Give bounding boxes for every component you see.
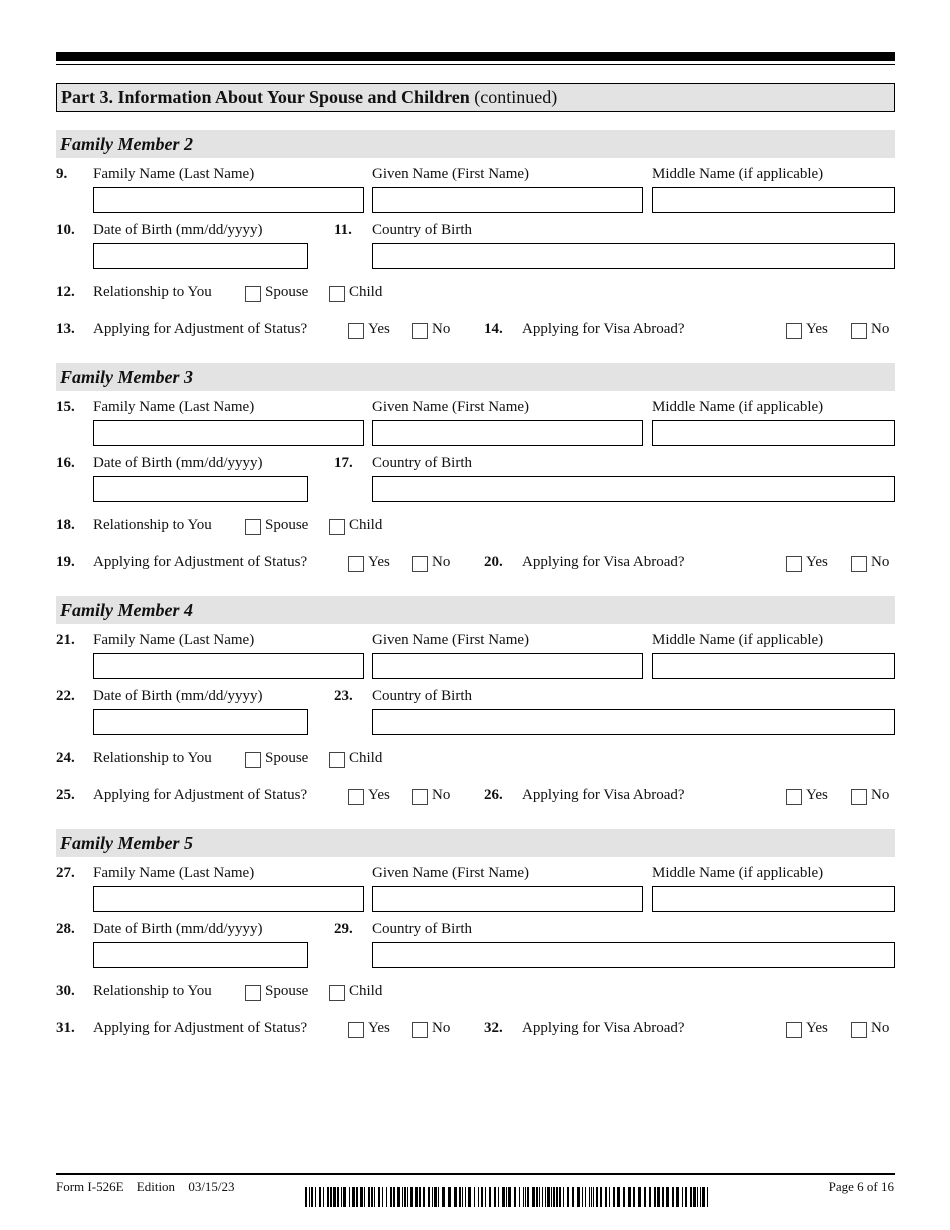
visa-no-label: No: [871, 1020, 890, 1036]
child-checkbox[interactable]: [329, 752, 345, 768]
visa-yes-checkbox[interactable]: [786, 556, 802, 572]
relationship-label: Relationship to You: [93, 517, 212, 533]
country-field[interactable]: [372, 476, 895, 502]
family-name-field[interactable]: [93, 420, 364, 446]
footer-rule: [56, 1173, 895, 1175]
item-number: 25.: [56, 787, 75, 803]
visa-label: Applying for Visa Abroad?: [522, 787, 685, 803]
visa-no-checkbox[interactable]: [851, 789, 867, 805]
child-checkbox[interactable]: [329, 286, 345, 302]
visa-no-checkbox[interactable]: [851, 556, 867, 572]
given-name-label: Given Name (First Name): [372, 865, 530, 881]
visa-label: Applying for Visa Abroad?: [522, 554, 685, 570]
spouse-label: Spouse: [265, 517, 309, 533]
adjustment-no-label: No: [432, 1020, 451, 1036]
dob-field[interactable]: [93, 942, 308, 968]
middle-name-label: Middle Name (if applicable): [652, 865, 824, 881]
adjustment-label: Applying for Adjustment of Status?: [93, 787, 308, 803]
country-field[interactable]: [372, 709, 895, 735]
item-number: 22.: [56, 688, 75, 704]
item-number: 31.: [56, 1020, 75, 1036]
dob-label: Date of Birth (mm/dd/yyyy): [93, 222, 263, 238]
item-number: 27.: [56, 865, 75, 881]
adjustment-label: Applying for Adjustment of Status?: [93, 321, 308, 337]
section-title: Family Member 3: [56, 363, 895, 391]
given-name-label: Given Name (First Name): [372, 632, 530, 648]
adjustment-no-label: No: [432, 554, 451, 570]
item-number: 30.: [56, 983, 75, 999]
section-title: Family Member 2: [56, 130, 895, 158]
middle-name-field[interactable]: [652, 886, 895, 912]
country-label: Country of Birth: [372, 688, 472, 704]
adjustment-yes-checkbox[interactable]: [348, 789, 364, 805]
item-number: 17.: [334, 455, 353, 471]
adjustment-yes-checkbox[interactable]: [348, 556, 364, 572]
given-name-field[interactable]: [372, 187, 643, 213]
adjustment-no-checkbox[interactable]: [412, 1022, 428, 1038]
dob-label: Date of Birth (mm/dd/yyyy): [93, 688, 263, 704]
item-number: 13.: [56, 321, 75, 337]
family-name-label: Family Name (Last Name): [93, 399, 255, 415]
visa-yes-label: Yes: [806, 787, 828, 803]
item-number: 18.: [56, 517, 75, 533]
country-label: Country of Birth: [372, 455, 472, 471]
child-label: Child: [349, 750, 383, 766]
child-checkbox[interactable]: [329, 519, 345, 535]
visa-yes-checkbox[interactable]: [786, 789, 802, 805]
dob-field[interactable]: [93, 476, 308, 502]
visa-yes-label: Yes: [806, 1020, 828, 1036]
part-title-suffix: (continued): [469, 87, 558, 107]
visa-yes-checkbox[interactable]: [786, 1022, 802, 1038]
spouse-checkbox[interactable]: [245, 519, 261, 535]
given-name-field[interactable]: [372, 420, 643, 446]
edition-label: Edition: [136, 1179, 176, 1194]
item-number: 9.: [56, 166, 68, 182]
given-name-field[interactable]: [372, 653, 643, 679]
given-name-label: Given Name (First Name): [372, 166, 530, 182]
country-label: Country of Birth: [372, 222, 472, 238]
family-member-section: [56, 596, 895, 816]
adjustment-no-checkbox[interactable]: [412, 323, 428, 339]
item-number: 14.: [484, 321, 503, 337]
item-number: 23.: [334, 688, 353, 704]
spouse-label: Spouse: [265, 284, 309, 300]
child-label: Child: [349, 983, 383, 999]
spouse-label: Spouse: [265, 750, 309, 766]
visa-yes-label: Yes: [806, 554, 828, 570]
relationship-label: Relationship to You: [93, 284, 212, 300]
dob-label: Date of Birth (mm/dd/yyyy): [93, 455, 263, 471]
family-name-field[interactable]: [93, 187, 364, 213]
adjustment-yes-label: Yes: [368, 787, 390, 803]
item-number: 21.: [56, 632, 75, 648]
adjustment-yes-label: Yes: [368, 321, 390, 337]
item-number: 11.: [334, 222, 352, 238]
spouse-label: Spouse: [265, 983, 309, 999]
section-title: Family Member 4: [56, 596, 895, 624]
adjustment-label: Applying for Adjustment of Status?: [93, 1020, 308, 1036]
top-rule-thick: [56, 52, 895, 61]
spouse-checkbox[interactable]: [245, 985, 261, 1001]
family-member-section: [56, 363, 895, 583]
form-number: Form I-526E: [56, 1179, 124, 1194]
item-number: 10.: [56, 222, 75, 238]
country-field[interactable]: [372, 942, 895, 968]
item-number: 16.: [56, 455, 75, 471]
adjustment-yes-label: Yes: [368, 1020, 390, 1036]
adjustment-label: Applying for Adjustment of Status?: [93, 554, 308, 570]
dob-field[interactable]: [93, 709, 308, 735]
item-number: 20.: [484, 554, 503, 570]
footer-form-info: [56, 1179, 245, 1195]
child-checkbox[interactable]: [329, 985, 345, 1001]
dob-field[interactable]: [93, 243, 308, 269]
given-name-label: Given Name (First Name): [372, 399, 530, 415]
dob-label: Date of Birth (mm/dd/yyyy): [93, 921, 263, 937]
middle-name-field[interactable]: [652, 420, 895, 446]
spouse-checkbox[interactable]: [245, 752, 261, 768]
visa-no-label: No: [871, 554, 890, 570]
family-name-label: Family Name (Last Name): [93, 632, 255, 648]
visa-no-label: No: [871, 787, 890, 803]
part-title: Part 3. Information About Your Spouse and Children: [61, 87, 470, 107]
middle-name-label: Middle Name (if applicable): [652, 632, 824, 648]
visa-yes-checkbox[interactable]: [786, 323, 802, 339]
barcode: [305, 1187, 711, 1207]
item-number: 15.: [56, 399, 75, 415]
child-label: Child: [349, 284, 383, 300]
family-name-label: Family Name (Last Name): [93, 865, 255, 881]
top-rule-thin: [56, 64, 895, 65]
edition-date: 03/15/23: [188, 1179, 235, 1194]
item-number: 26.: [484, 787, 503, 803]
visa-label: Applying for Visa Abroad?: [522, 1020, 685, 1036]
adjustment-no-checkbox[interactable]: [412, 556, 428, 572]
middle-name-label: Middle Name (if applicable): [652, 166, 824, 182]
visa-no-checkbox[interactable]: [851, 1022, 867, 1038]
relationship-label: Relationship to You: [93, 750, 212, 766]
middle-name-field[interactable]: [652, 653, 895, 679]
family-member-section: [56, 130, 895, 350]
item-number: 32.: [484, 1020, 503, 1036]
part-header: [56, 83, 895, 112]
given-name-field[interactable]: [372, 886, 643, 912]
country-field[interactable]: [372, 243, 895, 269]
adjustment-yes-label: Yes: [368, 554, 390, 570]
visa-label: Applying for Visa Abroad?: [522, 321, 685, 337]
family-name-label: Family Name (Last Name): [93, 166, 255, 182]
item-number: 24.: [56, 750, 75, 766]
visa-no-checkbox[interactable]: [851, 323, 867, 339]
adjustment-yes-checkbox[interactable]: [348, 323, 364, 339]
item-number: 29.: [334, 921, 353, 937]
section-title: Family Member 5: [56, 829, 895, 857]
family-name-field[interactable]: [93, 653, 364, 679]
adjustment-no-label: No: [432, 321, 451, 337]
visa-yes-label: Yes: [806, 321, 828, 337]
adjustment-yes-checkbox[interactable]: [348, 1022, 364, 1038]
family-member-section: [56, 829, 895, 1049]
child-label: Child: [349, 517, 383, 533]
page-number: Page 6 of 16: [828, 1179, 894, 1194]
relationship-label: Relationship to You: [93, 983, 212, 999]
item-number: 12.: [56, 284, 75, 300]
spouse-checkbox[interactable]: [245, 286, 261, 302]
visa-no-label: No: [871, 321, 890, 337]
family-name-field[interactable]: [93, 886, 364, 912]
adjustment-no-checkbox[interactable]: [412, 789, 428, 805]
middle-name-label: Middle Name (if applicable): [652, 399, 824, 415]
item-number: 28.: [56, 921, 75, 937]
item-number: 19.: [56, 554, 75, 570]
adjustment-no-label: No: [432, 787, 451, 803]
middle-name-field[interactable]: [652, 187, 895, 213]
country-label: Country of Birth: [372, 921, 472, 937]
